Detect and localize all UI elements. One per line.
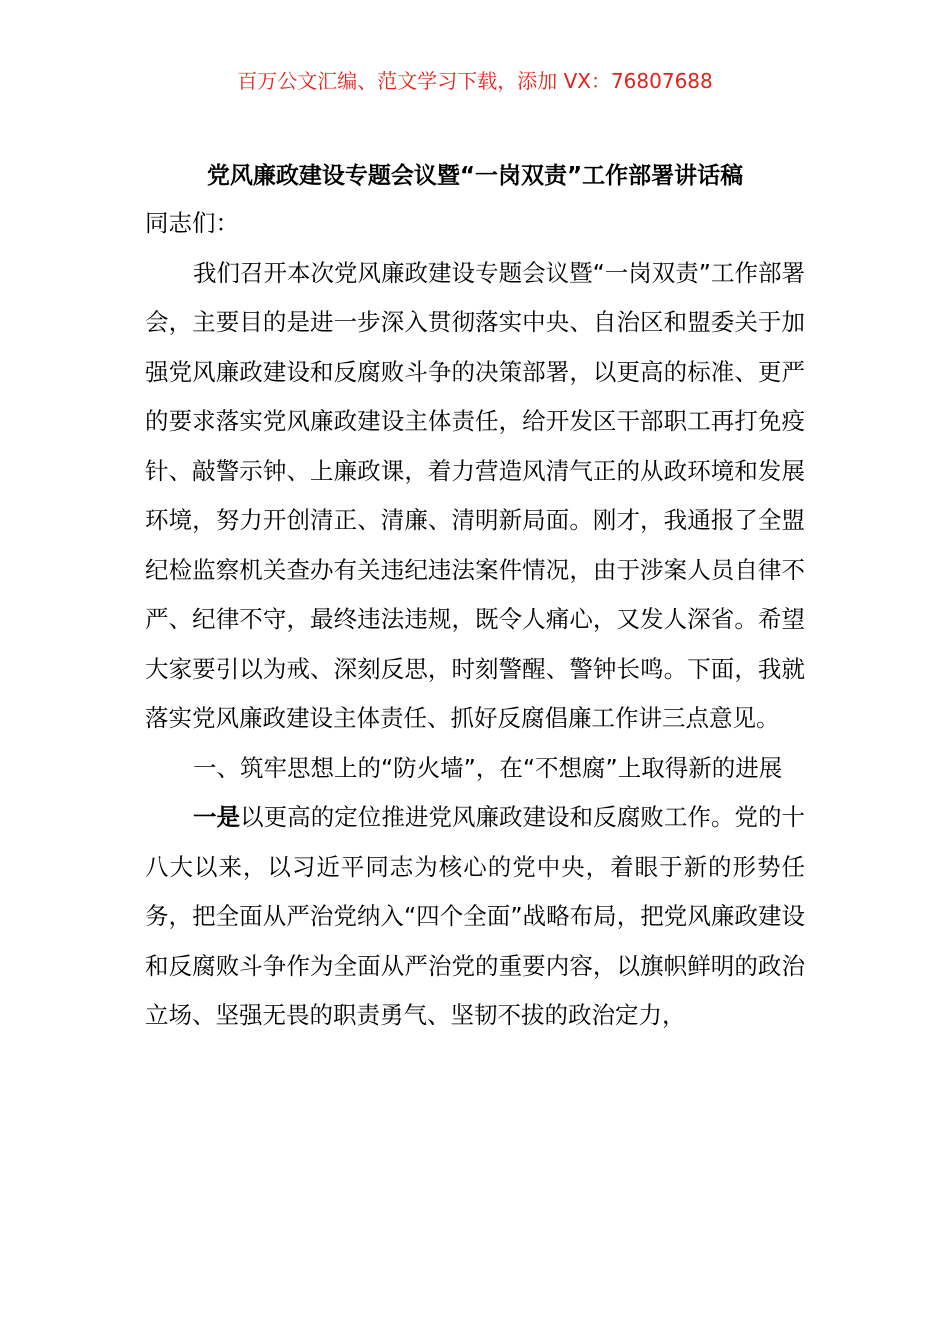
page-title: 党风廉政建设专题会议暨“一岗双责”工作部署讲话稿 <box>206 163 744 189</box>
paragraph-point-1 <box>145 793 805 1041</box>
section-heading-1: 一、筑牢思想上的“防火墙”，在“不想腐”上取得新的进展 <box>193 753 783 782</box>
point-text: 以更高的定位推进党风廉政建设和反腐败工作。党的十八大以来，以习近平同志为核心的党中央，着眼于新的形势任务，把全面从严治党纳入“四个全面”战略布局，把党风廉政建设和反腐败斗争作为全面从严治党的重要内容，以旗帜鲜明的政治立场、坚强无畏的职责勇气、坚韧不拔的政治定力， <box>145 803 806 1029</box>
watermark-header: 百万公文汇编、范文学习下载，添加 VX：76807688 <box>237 69 713 93</box>
point-lead: 一是 <box>193 803 241 831</box>
salutation: 同志们： <box>145 209 239 237</box>
document-body <box>145 199 805 1041</box>
paragraph-intro: 我们召开本次党风廉政建设专题会议暨“一岗双责”工作部署会，主要目的是进一步深入贯彻落实中央、自治区和盟委关于加强党风廉政建设和反腐败斗争的决策部署，以更高的标准、更严的要求落实党风廉政建设主体责任，给开发区干部职工再打免疫针、敲警示钟、上廉政课，着力营造风清气正的从政环境和发展环境，努力开创清正、清廉、清明新局面。刚才，我通报了全盟纪检监察机关查办有关违纪违法案件情况，由于涉案人员自律不严、纪律不守，最终违法违规，既令人痛心，又发人深省。希望大家要引以为戒、深刻反思，时刻警醒、警钟长鸣。下面，我就落实党风廉政建设主体责任、抓好反腐倡廉工作讲三点意见。 <box>145 258 805 732</box>
